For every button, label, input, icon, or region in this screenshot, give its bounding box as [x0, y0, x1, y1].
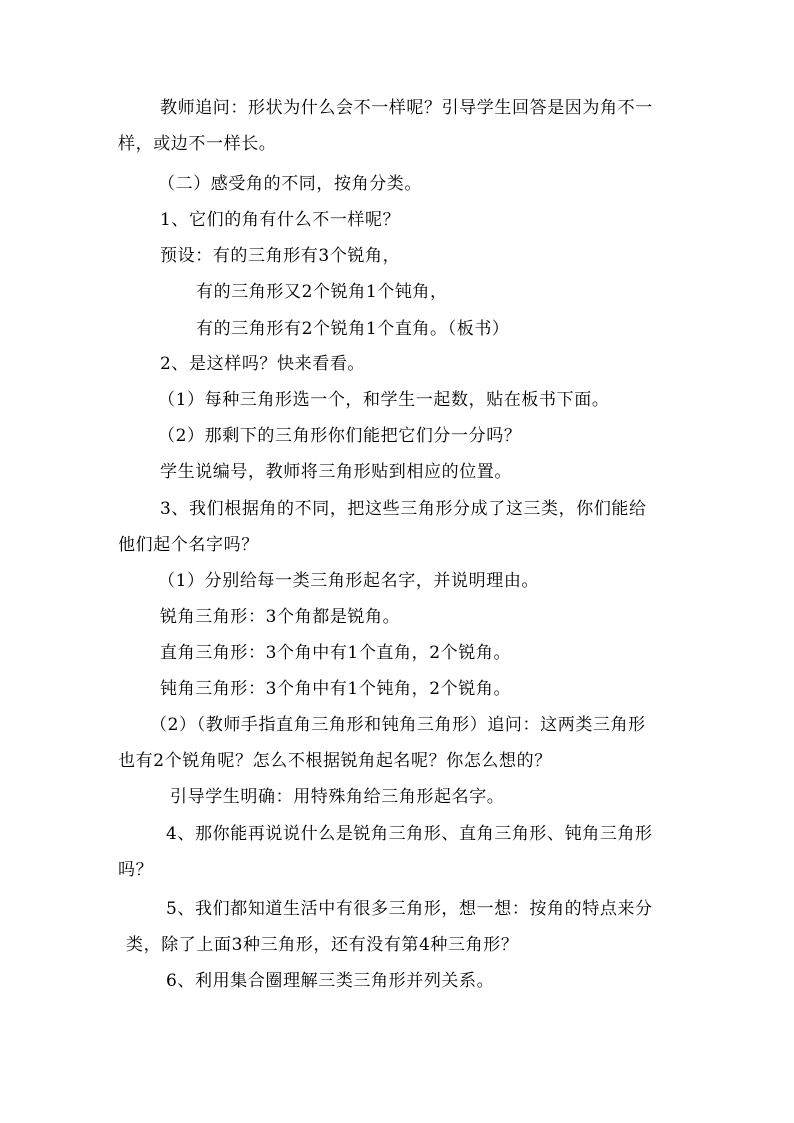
- paragraph-line: 教师追问：形状为什么会不一样呢？引导学生回答是因为角不一: [160, 98, 653, 118]
- paragraph-line: 4、那你能再说说什么是锐角三角形、直角三角形、钝角三角形: [166, 824, 653, 844]
- paragraph-line: （1）分别给每一类三角形起名字，并说明理由。: [158, 571, 540, 591]
- paragraph-line: 类，除了上面3种三角形，还有没有第4种三角形？: [126, 935, 519, 955]
- paragraph-line: 6、利用集合圈理解三类三角形并列关系。: [166, 971, 495, 991]
- paragraph-line: 1、它们的角有什么不一样呢？: [160, 210, 401, 230]
- paragraph-line: 吗？: [118, 860, 154, 880]
- paragraph-line: 学生说编号，教师将三角形贴到相应的位置。: [160, 462, 512, 482]
- section-heading: （二）感受角的不同，按角分类。: [158, 174, 422, 194]
- paragraph-line: 预设：有的三角形有3个锐角，: [160, 246, 401, 266]
- paragraph-line: （2）那剩下的三角形你们能把它们分一分吗？: [158, 426, 522, 446]
- paragraph-line: 锐角三角形：3个角都是锐角。: [160, 607, 401, 627]
- paragraph-line: 钝角三角形：3个角中有1个钝角，2个锐角。: [160, 679, 512, 699]
- paragraph-line: （2）（教师手指直角三角形和钝角三角形）追问：这两类三角形: [150, 715, 646, 735]
- paragraph-line: 有的三角形又2个锐角1个钝角，: [196, 282, 448, 302]
- paragraph-line: 有的三角形有2个锐角1个直角。（板书）: [196, 319, 510, 339]
- paragraph-line: 引导学生明确：用特殊角给三角形起名字。: [170, 787, 505, 807]
- paragraph-line: （1）每种三角形选一个，和学生一起数，贴在板书下面。: [158, 390, 610, 410]
- paragraph-line: 也有2个锐角呢？怎么不根据锐角起名呢？你怎么想的？: [118, 751, 552, 771]
- paragraph-line: 5、我们都知道生活中有很多三角形，想一想：按角的特点来分: [166, 899, 653, 919]
- paragraph-line: 样，或边不一样长。: [118, 134, 277, 154]
- paragraph-line: 他们起个名字吗？: [118, 535, 259, 555]
- paragraph-line: 2、是这样吗？快来看看。: [160, 354, 366, 374]
- paragraph-line: 直角三角形：3个角中有1个直角，2个锐角。: [160, 643, 512, 663]
- paragraph-line: 3、我们根据角的不同，把这些三角形分成了这三类，你们能给: [160, 499, 647, 519]
